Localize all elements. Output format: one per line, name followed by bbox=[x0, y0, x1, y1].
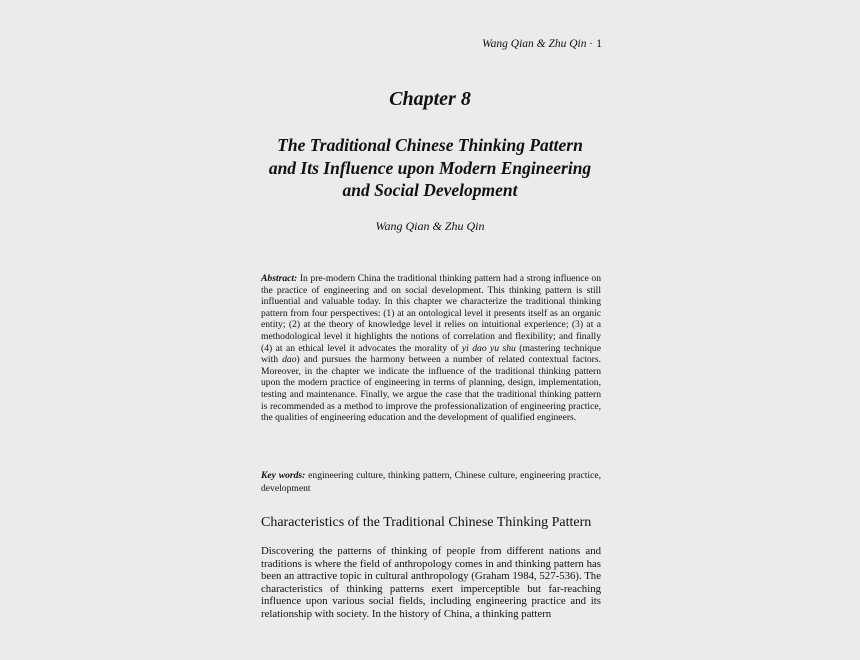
page-number: 1 bbox=[596, 38, 602, 50]
running-head-authors: Wang Qian & Zhu Qin · bbox=[482, 38, 593, 50]
title-line: and Its Influence upon Modern Engineering bbox=[268, 157, 592, 178]
chapter-number: Chapter 8 bbox=[389, 88, 471, 110]
keywords bbox=[261, 470, 601, 495]
title-line: The Traditional Chinese Thinking Pattern bbox=[277, 135, 583, 155]
running-head bbox=[482, 38, 602, 50]
abstract-text: In pre-modern China the traditional thinking pattern had a strong influence on the practice of engineering and on social development. This thinking pattern is still influential and valuable today. In this chapter we characterize the traditional thinking pattern from four perspectives: (1) at an ontological level it presents itself as an organic entity; (2) at the theory of knowledge level it relies on intuitional experience; (3) at a methodological level it highlights the notions of correlation and flexibility; and finally (4) at an ethical level it advocates the morality of bbox=[261, 273, 601, 354]
keywords-label: Key words: bbox=[261, 470, 306, 481]
abstract-text: (mastering technique with bbox=[261, 342, 601, 366]
section-heading: Characteristics of the Traditional Chinese Thinking Pattern bbox=[261, 515, 592, 530]
abstract bbox=[261, 273, 601, 424]
keywords-text: engineering culture, thinking pattern, Chinese culture, engineering practice, development bbox=[261, 470, 601, 494]
body-paragraph: Discovering the patterns of thinking of people from different nations and traditions is where the field of anthropology comes in and thinking pattern has been an attractive topic in cultural anthropology (Graham 1984, 527-536). The characteristics of thinking patterns exert imperceptible but far-reaching influence upon various social fields, including engineering practice and its relationship with society. In the history of China, a thinking pattern bbox=[261, 545, 601, 620]
chapter-authors: Wang Qian & Zhu Qin bbox=[375, 219, 485, 233]
title-line: and Social Development bbox=[342, 180, 518, 200]
chapter-title bbox=[250, 134, 610, 202]
abstract-term: dao bbox=[282, 354, 297, 366]
abstract-label: Abstract: bbox=[261, 273, 298, 284]
abstract-text: ) and pursues the harmony between a number of related contextual factors. Moreover, in the chapter we indicate the influence of the traditional thinking pattern upon the modern practice of engineering in terms of planning, design, implementation, testing and maintenance. Finally, we argue the case that the traditional thinking pattern is recommended as a method to improve the professionalization of engineering practice, the qualities of engineering education and the development of qualified engineers. bbox=[261, 354, 601, 424]
abstract-term: yi dao yu shu bbox=[461, 342, 516, 354]
